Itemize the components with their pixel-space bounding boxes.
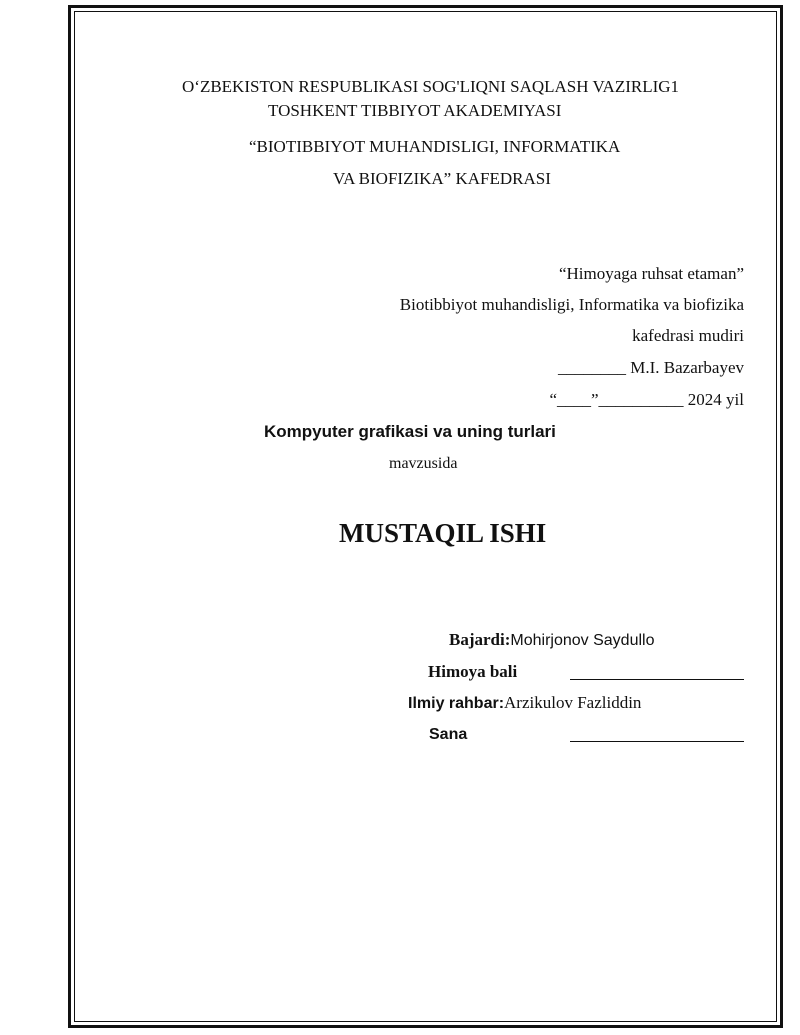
department-name-line1: “BIOTIBBIYOT MUHANDISLIGI, INFORMATIKA (249, 137, 621, 156)
approval-department: Biotibbiyot muhandisligi, Informatika va biofizika (399, 295, 744, 314)
work-type-title: MUSTAQIL ISHI (339, 518, 547, 548)
grade-label: Himoya bali (428, 662, 518, 681)
date-blank-line (570, 741, 744, 742)
author-label: Bajardi: (449, 630, 511, 649)
topic-title: Kompyuter grafikasi va uning turlari (264, 422, 556, 441)
academy-name: TOSHKENT TIBBIYOT AKADEMIYASI (268, 101, 562, 120)
supervisor-label: Ilmiy rahbar: (408, 695, 505, 712)
approval-position: kafedrasi mudiri (632, 326, 744, 345)
approval-date: “____”__________ 2024 yil (549, 390, 744, 409)
grade-blank-line (570, 679, 744, 680)
ministry-name: O‘ZBEKISTON RESPUBLIKASI SOG'LIQNI SAQLASH VAZIRLIG1 (182, 77, 680, 96)
topic-suffix: mavzusida (389, 455, 458, 472)
author-row (449, 630, 654, 651)
author-value: Mohirjonov Saydullo (510, 632, 655, 649)
approval-heading: “Himoyaga ruhsat etaman” (558, 264, 744, 283)
department-name-line2: VA BIOFIZIKA” KAFEDRASI (333, 169, 551, 188)
approval-signature: ________ M.I. Bazarbayev (557, 358, 744, 377)
supervisor-row (408, 693, 641, 714)
supervisor-value: Arzikulov Fazliddin (504, 693, 642, 712)
date-label: Sana (429, 726, 468, 743)
